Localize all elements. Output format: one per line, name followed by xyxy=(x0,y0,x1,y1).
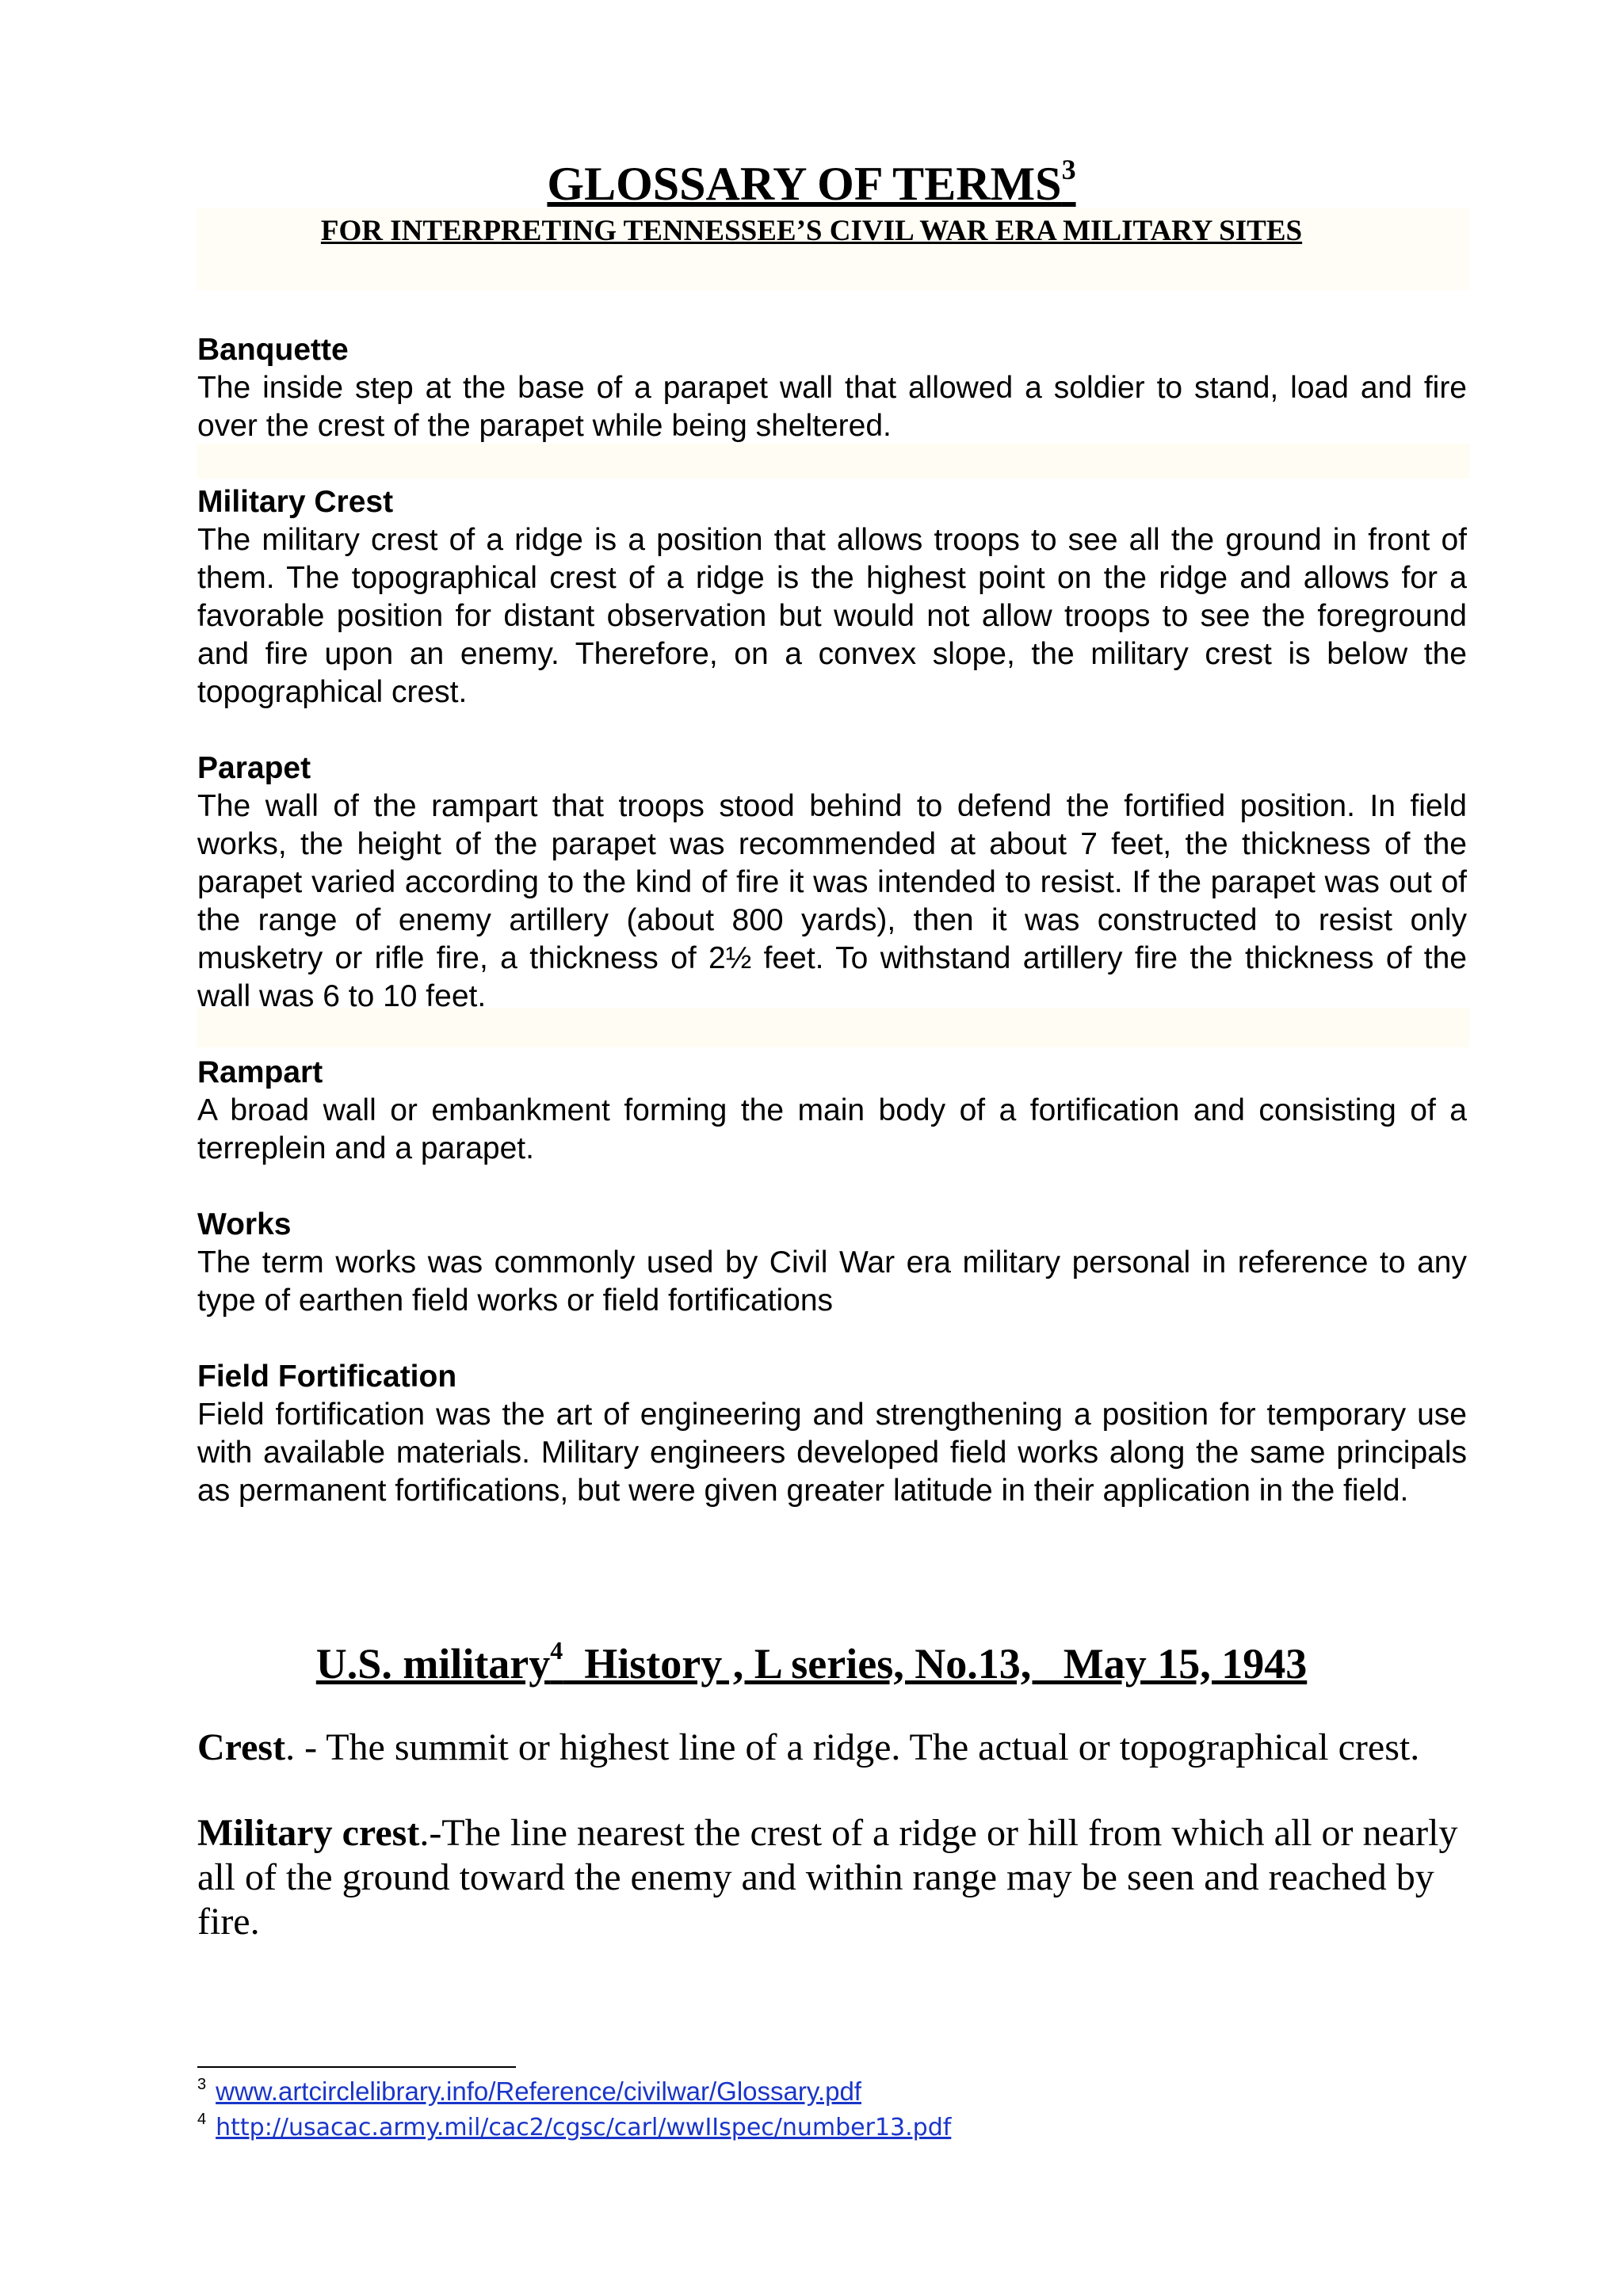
glossary-term-list xyxy=(197,331,1467,1548)
definition-entry xyxy=(197,1811,1470,1944)
section-heading-part1: U.S. military xyxy=(315,1640,551,1688)
definition-term: Military crest xyxy=(197,1812,420,1854)
section-heading xyxy=(0,1632,1623,1695)
glossary-entry xyxy=(197,1054,1467,1168)
definition-text: . - The summit or highest line of a ridge. The actual or topographical crest. xyxy=(285,1726,1420,1768)
glossary-definition: The term works was commonly used by Civil War era military personal in reference to any type of earthen field works or field fortifications xyxy=(197,1245,1467,1318)
definition-text: .-The line nearest the crest of a ridge or hill from which all or nearly all of the ground toward the enemy and within range may be seen and reached by fire. xyxy=(197,1812,1458,1943)
glossary-definition: A broad wall or embankment forming the main body of a fortification and consisting of a terreplein and a parapet. xyxy=(197,1093,1467,1165)
footnote-link[interactable]: http://usacac.army.mil/cac2/cgsc/carl/wwIIspec/number13.pdf xyxy=(216,2114,952,2142)
glossary-entry xyxy=(197,331,1467,445)
footnote xyxy=(197,2074,951,2109)
glossary-definition: The inside step at the base of a parapet wall that allowed a soldier to stand, load and fire over the crest of the parapet while being sheltered. xyxy=(197,371,1467,443)
glossary-term: Works xyxy=(197,1207,292,1241)
definition-entry xyxy=(197,1726,1470,1770)
footnote-ref[interactable]: 4 xyxy=(550,1636,563,1665)
footnote-number: 4 xyxy=(197,2111,207,2128)
glossary-term: Rampart xyxy=(197,1055,323,1089)
footnotes xyxy=(197,2074,951,2145)
section-heading-part2: History , L series, No.13, May 15, 1943 xyxy=(563,1640,1308,1688)
glossary-entry xyxy=(197,483,1467,711)
glossary-entry xyxy=(197,1206,1467,1320)
definition-list xyxy=(197,1726,1470,1985)
glossary-term: Banquette xyxy=(197,333,349,367)
footnote-ref[interactable]: 3 xyxy=(1061,154,1076,185)
definition-term: Crest xyxy=(197,1726,286,1768)
page-title xyxy=(0,155,1623,212)
footnote xyxy=(197,2109,951,2145)
footnote-separator xyxy=(197,2066,516,2068)
glossary-term: Field Fortification xyxy=(197,1360,457,1394)
glossary-definition: The military crest of a ridge is a position that allows troops to see all the ground in front of them. The topographical crest of a ridge is the highest point on the ridge and allows for a favorable position for distant observation but would not allow troops to see the foreground and fire upon an enemy. Therefore, on a convex slope, the military crest is below the topographical crest. xyxy=(197,523,1467,709)
footnote-link[interactable]: www.artcirclelibrary.info/Reference/civilwar/Glossary.pdf xyxy=(216,2077,861,2106)
glossary-term: Military Crest xyxy=(197,485,394,519)
page-title-text: GLOSSARY OF TERMS xyxy=(547,158,1062,210)
footnote-number: 3 xyxy=(197,2076,207,2093)
glossary-entry xyxy=(197,1358,1467,1510)
glossary-entry xyxy=(197,749,1467,1016)
glossary-term: Parapet xyxy=(197,751,311,785)
glossary-definition: Field fortification was the art of engineering and strengthening a position for temporary use with available materials. Military engineers developed field works along the same principals as permanent fortifications, but were given greater latitude in their application in the field. xyxy=(197,1398,1467,1508)
glossary-definition: The wall of the rampart that troops stood behind to defend the fortified position. In field works, the height of the parapet was recommended at about 7 feet, the thickness of the parapet varied according to the kind of fire it was intended to resist. If the parapet was out of the range of enemy artillery (about 800 yards), then it was constructed to resist only musketry or rifle fire, a thickness of 2½ feet. To withstand artillery fire the thickness of the wall was 6 to 10 feet. xyxy=(197,789,1467,1013)
page-subtitle: FOR INTERPRETING TENNESSEE’S CIVIL WAR ERA MILITARY SITES xyxy=(320,215,1303,247)
